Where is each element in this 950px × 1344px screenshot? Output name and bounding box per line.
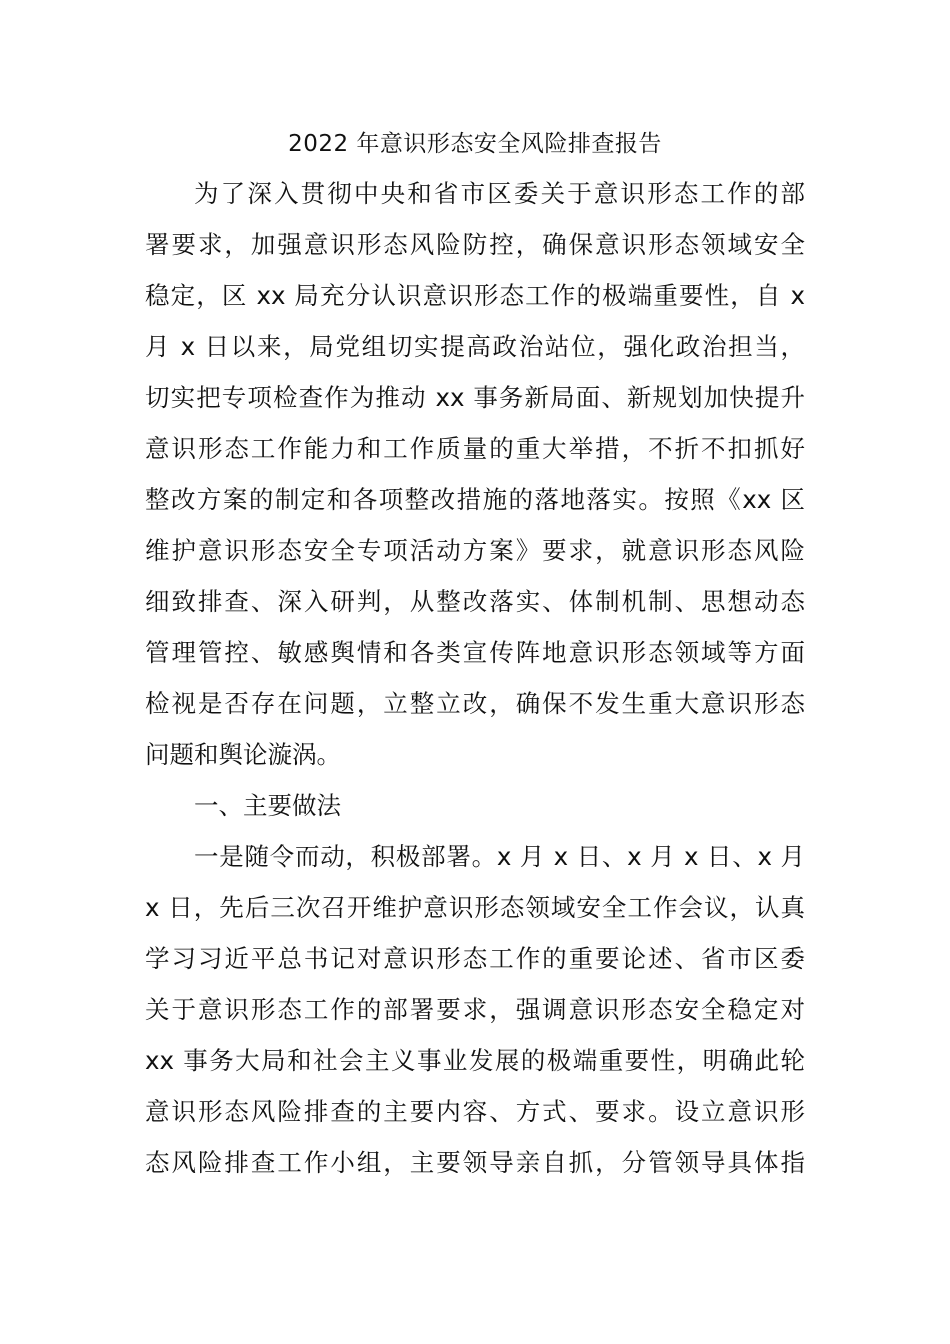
- paragraph-1-line: 切实把专项检查作为推动 xx 事务新局面、新规划加快提升: [145, 383, 805, 412]
- paragraph-1-line: 稳定，区 xx 局充分认识意识形态工作的极端重要性，自 x: [145, 281, 805, 310]
- document-title: 2022 年意识形态安全风险排查报告: [288, 131, 662, 157]
- paragraph-2-line: 一是随令而动，积极部署。x 月 x 日、x 月 x 日、x 月: [194, 842, 805, 871]
- paragraph-1-line: 意识形态工作能力和工作质量的重大举措，不折不扣抓好: [145, 434, 805, 463]
- paragraph-2-line: 意识形态风险排查的主要内容、方式、要求。设立意识形: [145, 1097, 805, 1126]
- paragraph-1-line: 问题和舆论漩涡。: [145, 740, 341, 769]
- paragraph-1-line: 管理管控、敏感舆情和各类宣传阵地意识形态领域等方面: [145, 638, 805, 667]
- paragraph-1-line: 整改方案的制定和各项整改措施的落地落实。按照《xx 区: [145, 485, 805, 514]
- paragraph-1-line: 细致排查、深入研判，从整改落实、体制机制、思想动态: [145, 587, 805, 616]
- paragraph-2-line: x 日，先后三次召开维护意识形态领域安全工作会议，认真: [145, 893, 805, 922]
- paragraph-2-line: 关于意识形态工作的部署要求，强调意识形态安全稳定对: [145, 995, 805, 1024]
- paragraph-2-line: xx 事务大局和社会主义事业发展的极端重要性，明确此轮: [145, 1046, 805, 1075]
- paragraph-1-line: 为了深入贯彻中央和省市区委关于意识形态工作的部: [194, 179, 805, 208]
- paragraph-2-line: 态风险排查工作小组，主要领导亲自抓，分管领导具体指: [145, 1148, 805, 1177]
- paragraph-1-line: 维护意识形态安全专项活动方案》要求，就意识形态风险: [145, 536, 805, 565]
- section-1-heading: 一、主要做法: [194, 791, 341, 820]
- paragraph-2-line: 学习习近平总书记对意识形态工作的重要论述、省市区委: [145, 944, 805, 973]
- paragraph-1-line: 署要求，加强意识形态风险防控，确保意识形态领域安全: [145, 230, 805, 259]
- paragraph-1-line: 检视是否存在问题，立整立改，确保不发生重大意识形态: [145, 689, 805, 718]
- paragraph-1-line: 月 x 日以来，局党组切实提高政治站位，强化政治担当，: [145, 332, 805, 361]
